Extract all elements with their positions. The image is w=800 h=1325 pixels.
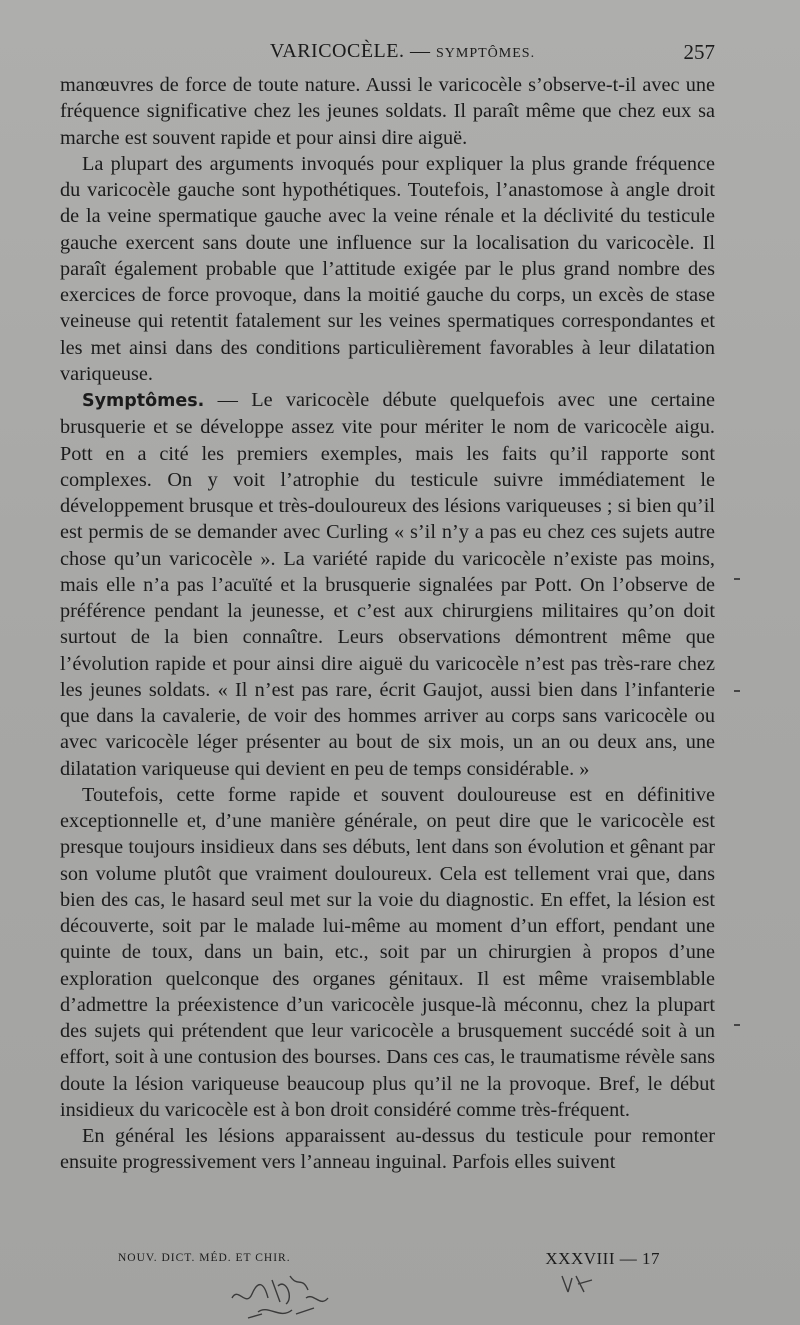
paragraph-3	[60, 387, 715, 782]
margin-mark	[734, 578, 740, 580]
paragraph-3-text: Le varicocèle débute quelquefois avec une certaine brusquerie et se développe assez vite pour mériter le nom de varicocèle aigu. Pott en a cité les premiers exemples, mais les faits qu’il rapporte sont complexes. On y voit l’atrophie du testicule suivre immédiatement le développement brusque et très-douloureux des lésions variqueuses ; si bien qu’il est permis de se demander avec Curling « s’il n’y a pas eu chez ces sujets autre chose qu’un varicocèle ». La variété rapide du varicocèle n’existe pas moins, mais elle n’a pas l’acuïté et la brusquerie signalées par Pott. On l’observe de préférence pendant la jeunesse, et c’est aux chirurgiens militaires qu’on doit surtout de la bien connaître. Leurs observations démontrent même que l’évolution rapide et pour ainsi dire aiguë du varicocèle n’est pas très-rare chez les jeunes soldats. « Il n’est pas rare, écrit Gaujot, aussi bien dans l’infanterie que dans la cavalerie, de voir des hommes arriver au corps sans varicocèle ou avec varicocèle léger présenter au bout de six mois, un an ou deux ans, une dilatation variqueuse qui devient en peu de temps considérable. »	[60, 389, 715, 780]
page-number: 257	[683, 40, 715, 64]
running-head	[60, 40, 715, 63]
header-title: VARICOCÈLE.	[269, 40, 405, 62]
margin-mark	[734, 690, 740, 692]
handwritten-scribble	[228, 1268, 338, 1323]
header-separator: —	[410, 40, 431, 62]
running-header	[60, 40, 715, 68]
footer-signature: XXXVIII — 17	[545, 1249, 660, 1268]
section-heading-symptomes: Symptômes.	[82, 391, 205, 411]
paragraph-1: manœuvres de force de toute nature. Aussi le varicocèle s’observe-t-il avec une fréquence significative chez les jeunes soldats. Il paraît même que chez eux sa marche est souvent rapide et pour ainsi dire aiguë.	[60, 74, 715, 149]
paragraph-2: La plupart des arguments invoqués pour expliquer la plus grande fréquence du varicocèle gauche sont hypothétiques. Toutefois, l’anastomose à angle droit de la veine spermatique gauche avec la veine rénale et la déclivité du testicule gauche exercent sans doute une influence sur la localisation du varicocèle. Il paraît également probable que l’attitude exigée par le plus grand nombre des exercices de force provoque, dans la moitié gauche du corps, un excès de stase veineuse qui retentit fatalement sur les veines spermatiques correspondantes et les met ainsi dans des conditions particulièrement favorables à leur dilatation variqueuse.	[60, 152, 715, 385]
body-text	[60, 72, 715, 1176]
page-footer	[118, 1249, 678, 1272]
footer-publication: NOUV. DICT. MÉD. ET CHIR.	[118, 1252, 291, 1264]
paragraph-5: En général les lésions apparaissent au-dessus du testicule pour remonter ensuite progressivement vers l’anneau inguinal. Parfois elles suivent	[60, 1125, 715, 1174]
section-heading-dash: —	[217, 389, 238, 411]
handwritten-mark	[558, 1272, 598, 1296]
margin-mark	[734, 1024, 740, 1026]
header-subtitle: SYMPTÔMES.	[436, 46, 536, 61]
paragraph-4: Toutefois, cette forme rapide et souvent douloureuse est en définitive exceptionnelle et, d’une manière générale, on peut dire que le varicocèle est presque toujours insidieux dans ses débuts, lent dans son évolution et gênant par son volume plutôt que vraiment douloureux. Cela est tellement vrai que, dans bien des cas, le hasard seul met sur la voie du diagnostic. En effet, la lésion est découverte, soit par le malade lui-même au moment d’un effort, pendant une quinte de toux, dans un bain, etc., soit par un chirurgien à propos d’une exploration quelconque des organes génitaux. Il est même vraisemblable d’admettre la préexistence d’un varicocèle jusque-là méconnu, chez la plupart des sujets qui prétendent que leur varicocèle a brusquement succédé soit à un effort, soit à une contusion des bourses. Dans ces cas, le traumatisme révèle sans doute la lésion variqueuse beaucoup plus qu’il ne la provoque. Bref, le début insidieux du varicocèle est à bon droit considéré comme très-fréquent.	[60, 783, 715, 1121]
